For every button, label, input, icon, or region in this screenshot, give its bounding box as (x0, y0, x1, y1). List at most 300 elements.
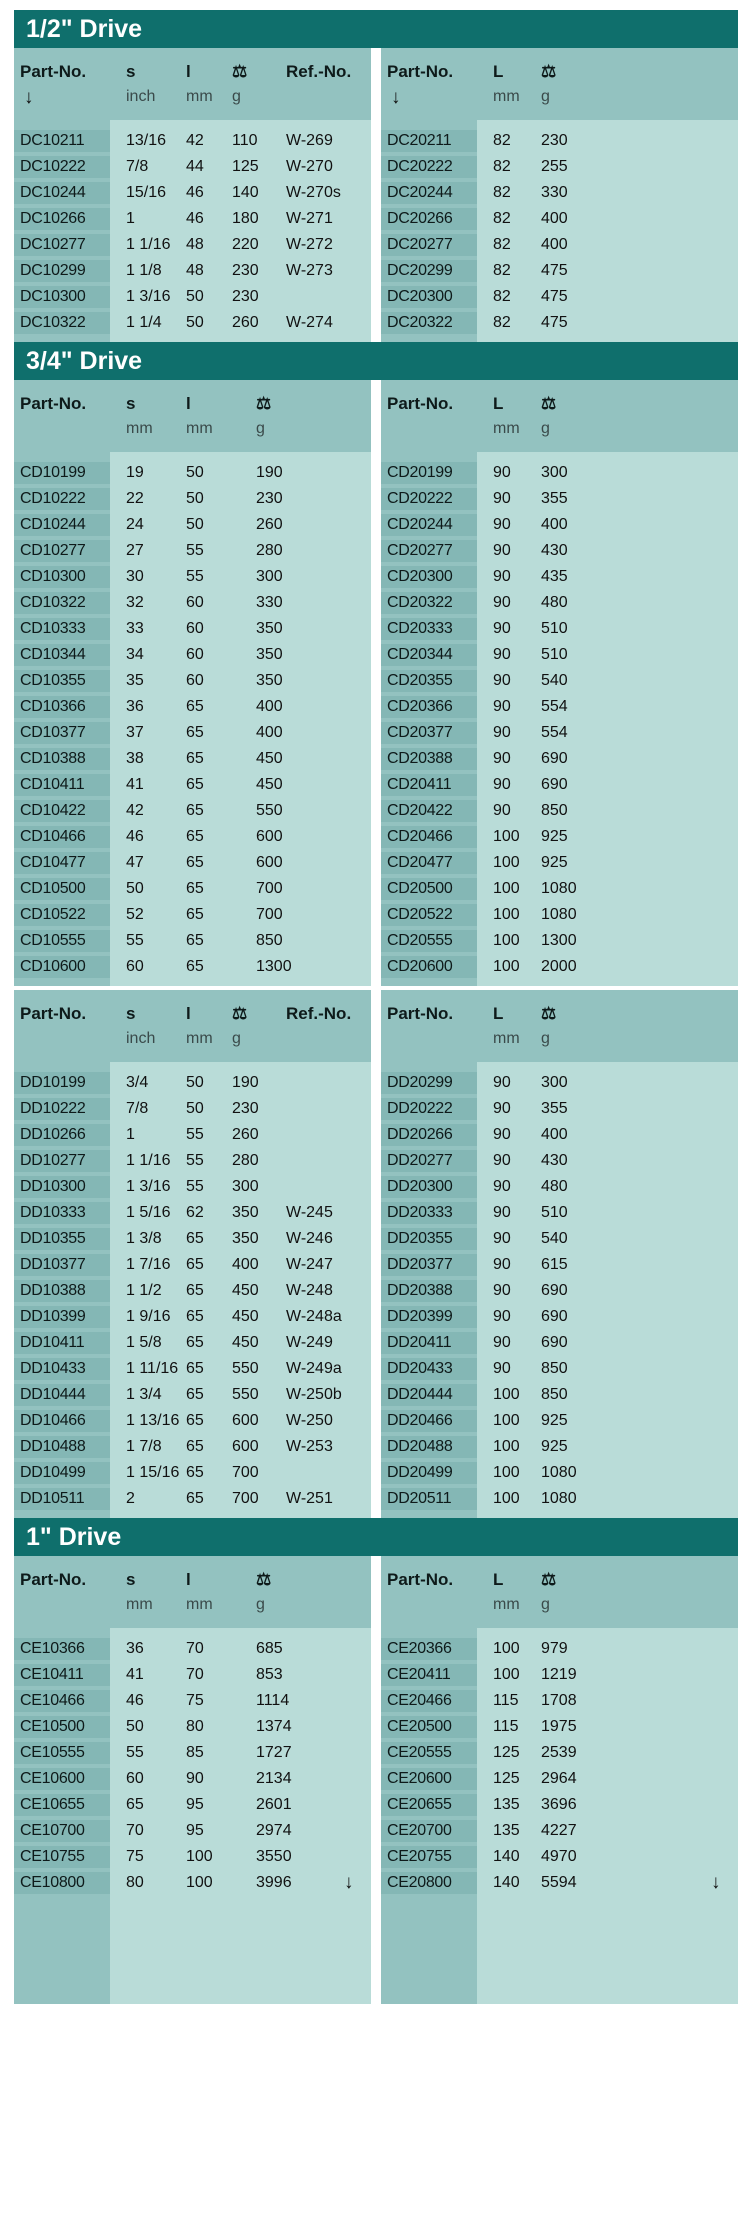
rows-area (14, 452, 371, 986)
down-arrow-icon: ↓ (711, 1872, 721, 1893)
table-row (381, 1818, 738, 1844)
cell: 7/8 (126, 1100, 149, 1117)
table-row (381, 590, 738, 616)
cell: 32 (126, 594, 144, 611)
cell: 400 (541, 236, 568, 253)
cell: 220 (232, 236, 259, 253)
part-number: CE20655 (381, 1794, 477, 1816)
table-row (14, 1714, 371, 1740)
part-number: CE20366 (381, 1638, 477, 1660)
cell: 47 (126, 854, 144, 871)
cell: 2134 (256, 1770, 292, 1787)
table-row (381, 564, 738, 590)
part-number: DD20399 (381, 1306, 477, 1328)
table-row (381, 772, 738, 798)
table-row (381, 1174, 738, 1200)
cell: 13/16 (126, 132, 167, 149)
cell: 330 (256, 594, 283, 611)
header-label: Part-No. (387, 394, 454, 413)
table-row (14, 564, 371, 590)
cell: 36 (126, 698, 144, 715)
part-number: DD10388 (14, 1280, 110, 1302)
table-row (14, 1408, 371, 1434)
header-label: l (186, 1570, 191, 1589)
part-number: DD10277 (14, 1150, 110, 1172)
cell: W-272 (286, 236, 333, 253)
right-panel (381, 48, 738, 342)
part-number: DD10466 (14, 1410, 110, 1432)
cell: 1 3/4 (126, 1386, 162, 1403)
table-row (14, 512, 371, 538)
cell: 100 (186, 1874, 213, 1891)
table-row (381, 1148, 738, 1174)
part-number: CD10388 (14, 748, 110, 770)
cell: 600 (256, 854, 283, 871)
cell: 110 (232, 132, 258, 149)
cell: 60 (126, 1770, 144, 1787)
cell: 44 (186, 158, 204, 175)
header-label: ⚖ (541, 394, 557, 413)
cell: 95 (186, 1796, 204, 1813)
part-number: DC20322 (381, 312, 477, 334)
table-row (14, 180, 371, 206)
cell: 38 (126, 750, 144, 767)
table-row (381, 1252, 738, 1278)
table-row (381, 1304, 738, 1330)
header-unit: g (232, 1030, 241, 1047)
cell: W-270 (286, 158, 333, 175)
part-number: CD10600 (14, 956, 110, 978)
cell: 41 (126, 776, 144, 793)
cell: 135 (493, 1796, 520, 1813)
part-number: DC20222 (381, 156, 477, 178)
cell: 46 (186, 210, 204, 227)
left-panel (14, 1556, 371, 2004)
part-number: DC20300 (381, 286, 477, 308)
cell: 2601 (256, 1796, 292, 1813)
cell: W-247 (286, 1256, 333, 1273)
table-row (381, 668, 738, 694)
down-arrow-icon: ↓ (344, 1872, 354, 1893)
cell: 1 1/2 (126, 1282, 162, 1299)
cell: 19 (126, 464, 144, 481)
header-label: Part-No. (387, 62, 454, 81)
header-label: L (493, 394, 504, 413)
cell: 90 (493, 1100, 511, 1117)
cell: 615 (541, 1256, 568, 1273)
table-row (381, 798, 738, 824)
cell: 400 (256, 724, 283, 741)
cell: 1 1/16 (126, 236, 171, 253)
cell: 260 (232, 314, 259, 331)
part-number: CD10422 (14, 800, 110, 822)
cell: 1 3/8 (126, 1230, 162, 1247)
cell: 300 (541, 464, 568, 481)
header-unit: mm (186, 88, 213, 105)
right-panel (381, 380, 738, 986)
part-number: DD10488 (14, 1436, 110, 1458)
table-row (14, 668, 371, 694)
column-header (14, 1556, 371, 1628)
cell: 550 (232, 1386, 259, 1403)
cell: 82 (493, 236, 511, 253)
cell: 90 (493, 1282, 511, 1299)
header-unit: mm (126, 1596, 153, 1613)
table-row (381, 1486, 738, 1512)
cell: 65 (186, 1438, 204, 1455)
part-number: DC10322 (14, 312, 110, 334)
part-number: CD10322 (14, 592, 110, 614)
cell: 450 (232, 1282, 259, 1299)
part-number: CD10222 (14, 488, 110, 510)
cell: 22 (126, 490, 144, 507)
cell: 90 (493, 542, 511, 559)
part-number: DC20299 (381, 260, 477, 282)
part-number: DC10222 (14, 156, 110, 178)
right-panel (381, 1556, 738, 2004)
part-number: DD10377 (14, 1254, 110, 1276)
cell: 135 (493, 1822, 520, 1839)
part-number: CD10344 (14, 644, 110, 666)
cell: 100 (493, 932, 520, 949)
table-row (381, 1460, 738, 1486)
part-number: CD10500 (14, 878, 110, 900)
cell: 850 (541, 1360, 568, 1377)
cell: 95 (186, 1822, 204, 1839)
cell: W-248 (286, 1282, 333, 1299)
cell: 925 (541, 1438, 568, 1455)
table-row (381, 850, 738, 876)
left-panel (14, 380, 371, 986)
cell: 82 (493, 132, 511, 149)
part-number: CE20466 (381, 1690, 477, 1712)
cell: 70 (186, 1666, 204, 1683)
cell: W-274 (286, 314, 333, 331)
cell: 1 1/8 (126, 262, 162, 279)
cell: 65 (186, 932, 204, 949)
header-unit: g (541, 88, 550, 105)
table-row (14, 284, 371, 310)
cell: 65 (186, 828, 204, 845)
cell: 1300 (256, 958, 292, 975)
cell: W-250 (286, 1412, 333, 1429)
cell: 82 (493, 158, 511, 175)
table-row (381, 1870, 738, 1896)
part-number: CE10366 (14, 1638, 110, 1660)
cell: 300 (541, 1074, 568, 1091)
part-number: CD20333 (381, 618, 477, 640)
cell: 50 (186, 314, 204, 331)
header-label: s (126, 1004, 136, 1023)
table-row (14, 876, 371, 902)
cell: W-253 (286, 1438, 333, 1455)
cell: 65 (186, 1230, 204, 1247)
table-row (14, 1434, 371, 1460)
cell: 690 (541, 750, 568, 767)
table-row (14, 460, 371, 486)
cell: 350 (256, 672, 283, 689)
cell: 100 (493, 1464, 520, 1481)
part-number: DD20266 (381, 1124, 477, 1146)
cell: 430 (541, 1152, 568, 1169)
table-row (381, 1636, 738, 1662)
cell: 600 (256, 828, 283, 845)
table-row (381, 206, 738, 232)
cell: 480 (541, 1178, 568, 1195)
cell: 125 (493, 1770, 520, 1787)
table-row (14, 798, 371, 824)
rows-area (14, 1628, 371, 2004)
cell: 260 (232, 1126, 259, 1143)
cell: 230 (232, 288, 259, 305)
table-row (14, 1688, 371, 1714)
table-row (14, 232, 371, 258)
rows-area (14, 120, 371, 342)
cell: 600 (232, 1412, 259, 1429)
cell: 90 (493, 594, 511, 611)
header-label: Part-No. (387, 1570, 454, 1589)
cell: 65 (186, 1412, 204, 1429)
cell: 280 (232, 1152, 259, 1169)
cell: W-245 (286, 1204, 333, 1221)
cell: 1 1/4 (126, 314, 162, 331)
cell: 510 (541, 620, 568, 637)
cell: 115 (493, 1718, 519, 1735)
part-number: CD20366 (381, 696, 477, 718)
part-number: CE10600 (14, 1768, 110, 1790)
cell: 435 (541, 568, 568, 585)
cell: 2974 (256, 1822, 292, 1839)
cell: 90 (186, 1770, 204, 1787)
part-number: CE20755 (381, 1846, 477, 1868)
cell: 260 (256, 516, 283, 533)
cell: 554 (541, 724, 568, 741)
part-number: DD20499 (381, 1462, 477, 1484)
header-unit: inch (126, 88, 156, 105)
cell: 90 (493, 672, 511, 689)
cell: 450 (232, 1334, 259, 1351)
cell: 90 (493, 698, 511, 715)
column-header (381, 48, 738, 120)
cell: 1080 (541, 1490, 577, 1507)
table-row (381, 616, 738, 642)
header-unit: g (232, 88, 241, 105)
cell: 100 (493, 1412, 520, 1429)
cell: 33 (126, 620, 144, 637)
cell: 90 (493, 1360, 511, 1377)
part-number: DC20277 (381, 234, 477, 256)
part-number: CD10277 (14, 540, 110, 562)
cell: 60 (186, 620, 204, 637)
cell: 510 (541, 646, 568, 663)
header-label: s (126, 1570, 136, 1589)
cell: 100 (493, 1640, 520, 1657)
cell: 90 (493, 1074, 511, 1091)
part-number: CD20322 (381, 592, 477, 614)
header-label: l (186, 1004, 191, 1023)
cell: 925 (541, 828, 568, 845)
part-number: CD20344 (381, 644, 477, 666)
cell: 4227 (541, 1822, 577, 1839)
header-unit: mm (493, 88, 520, 105)
cell: 230 (256, 490, 283, 507)
cell: 1080 (541, 880, 577, 897)
table-row (381, 876, 738, 902)
part-number: DD10355 (14, 1228, 110, 1250)
part-number: CE20600 (381, 1768, 477, 1790)
table-row (14, 954, 371, 980)
cell: 1 5/8 (126, 1334, 162, 1351)
cell: 540 (541, 672, 568, 689)
section-title: 1" Drive (14, 1518, 738, 1556)
part-number: CD10466 (14, 826, 110, 848)
part-number: DD10444 (14, 1384, 110, 1406)
left-panel (14, 48, 371, 342)
cell: 90 (493, 802, 511, 819)
cell: 65 (186, 724, 204, 741)
cell: 70 (126, 1822, 144, 1839)
cell: 3550 (256, 1848, 292, 1865)
table-row (14, 1636, 371, 1662)
cell: 2000 (541, 958, 577, 975)
cell: 400 (256, 698, 283, 715)
table-row (381, 954, 738, 980)
cell: W-273 (286, 262, 333, 279)
part-number: DD20300 (381, 1176, 477, 1198)
part-number: DD10511 (14, 1488, 110, 1510)
cell: 80 (126, 1874, 144, 1891)
table-row (381, 1408, 738, 1434)
cell: 55 (186, 1178, 204, 1195)
part-number: DC20244 (381, 182, 477, 204)
cell: 62 (186, 1204, 204, 1221)
part-number: CD10366 (14, 696, 110, 718)
table-row (14, 616, 371, 642)
part-number: DD20377 (381, 1254, 477, 1276)
part-number: DC10299 (14, 260, 110, 282)
cell: 65 (186, 802, 204, 819)
cell: 140 (232, 184, 259, 201)
cell: 50 (186, 490, 204, 507)
down-arrow-icon: ↓ (24, 87, 34, 108)
cell: W-251 (286, 1490, 333, 1507)
part-number: CD10555 (14, 930, 110, 952)
cell: 400 (232, 1256, 259, 1273)
cell: 90 (493, 1152, 511, 1169)
part-number: DD10222 (14, 1098, 110, 1120)
part-number: DD10411 (14, 1332, 110, 1354)
cell: 60 (126, 958, 144, 975)
cell: 90 (493, 568, 511, 585)
part-number: DD10399 (14, 1306, 110, 1328)
table-row (14, 1844, 371, 1870)
table-row (14, 772, 371, 798)
table-row (14, 1252, 371, 1278)
part-number: CD20522 (381, 904, 477, 926)
cell: 925 (541, 1412, 568, 1429)
table-row (381, 902, 738, 928)
cell: 1708 (541, 1692, 577, 1709)
cell: 65 (186, 776, 204, 793)
cell: 34 (126, 646, 144, 663)
part-number: DD20433 (381, 1358, 477, 1380)
part-number: CD20555 (381, 930, 477, 952)
cell: 82 (493, 184, 511, 201)
table-row (14, 310, 371, 336)
cell: 140 (493, 1874, 520, 1891)
cell: 350 (232, 1204, 259, 1221)
cell: 52 (126, 906, 144, 923)
part-number: DD20444 (381, 1384, 477, 1406)
cell: 300 (256, 568, 283, 585)
part-number: CD20466 (381, 826, 477, 848)
cell: 850 (541, 802, 568, 819)
table-row (14, 902, 371, 928)
cell: 82 (493, 288, 511, 305)
cell: 350 (232, 1230, 259, 1247)
table-row (14, 1382, 371, 1408)
table-row (381, 1382, 738, 1408)
header-label: l (186, 394, 191, 413)
cell: W-269 (286, 132, 333, 149)
column-header (14, 48, 371, 120)
part-number: CD20277 (381, 540, 477, 562)
cell: 1374 (256, 1718, 292, 1735)
cell: 1 (126, 210, 135, 227)
header-label: Part-No. (387, 1004, 454, 1023)
cell: 1 3/16 (126, 1178, 171, 1195)
cell: 82 (493, 210, 511, 227)
cell: 90 (493, 1308, 511, 1325)
cell: 480 (541, 594, 568, 611)
part-number: DD20411 (381, 1332, 477, 1354)
cell: 850 (541, 1386, 568, 1403)
table-row (381, 720, 738, 746)
cell: 1114 (256, 1692, 290, 1709)
cell: 1219 (541, 1666, 577, 1683)
header-label: s (126, 62, 136, 81)
cell: 2 (126, 1490, 135, 1507)
cell: 853 (256, 1666, 283, 1683)
cell: 700 (232, 1490, 259, 1507)
header-label: ⚖ (232, 62, 248, 81)
cell: W-246 (286, 1230, 333, 1247)
cell: 100 (493, 1438, 520, 1455)
part-number: DC10266 (14, 208, 110, 230)
part-number: DD20388 (381, 1280, 477, 1302)
cell: 3996 (256, 1874, 292, 1891)
table-row (381, 1278, 738, 1304)
cell: 400 (541, 516, 568, 533)
cell: 700 (256, 880, 283, 897)
part-number: CE10466 (14, 1690, 110, 1712)
cell: 24 (126, 516, 144, 533)
cell: 540 (541, 1230, 568, 1247)
cell: 125 (493, 1744, 520, 1761)
cell: 7/8 (126, 158, 149, 175)
cell: 3696 (541, 1796, 577, 1813)
part-number: CE10800 (14, 1872, 110, 1894)
header-unit: g (541, 1030, 550, 1047)
cell: W-250b (286, 1386, 342, 1403)
table-row (381, 1122, 738, 1148)
cell: 65 (186, 1334, 204, 1351)
part-number: DD10499 (14, 1462, 110, 1484)
cell: 48 (186, 236, 204, 253)
table-row (14, 1460, 371, 1486)
cell: 55 (126, 932, 144, 949)
header-unit: inch (126, 1030, 156, 1047)
